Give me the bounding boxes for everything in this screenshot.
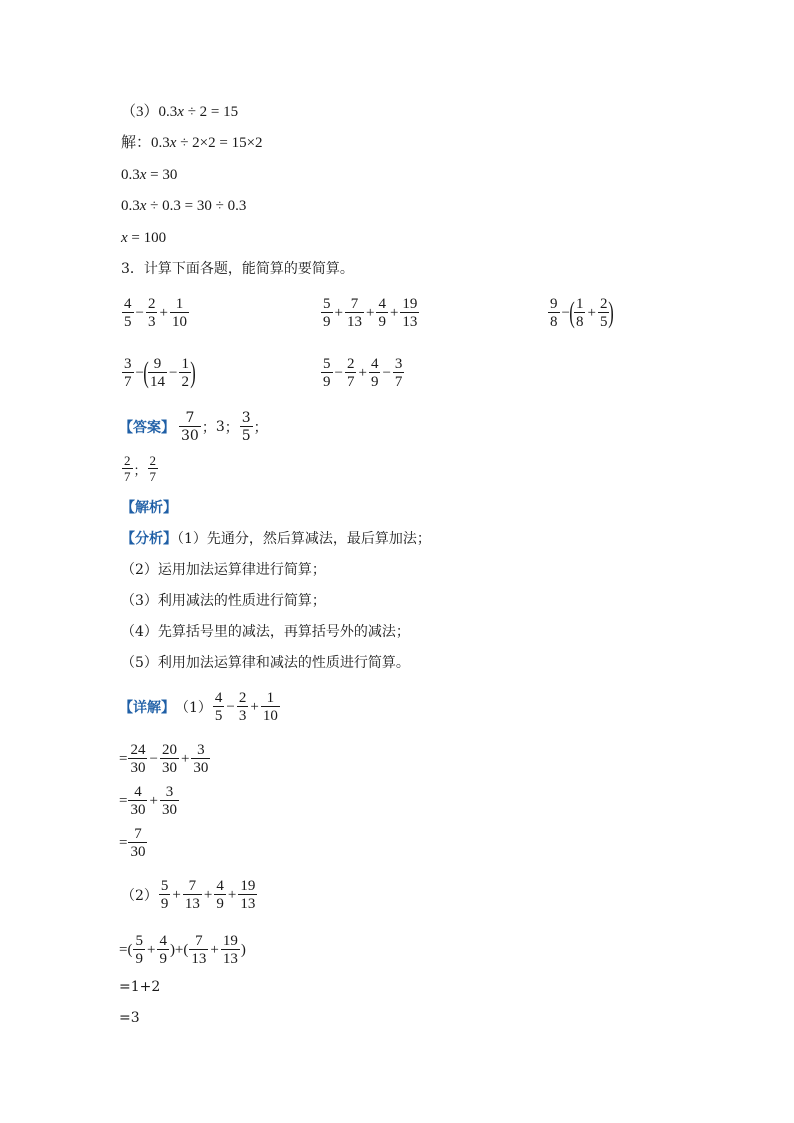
detail-1-step-1: = $\frac{24}{30}$ − $\frac{20}{30}$ + $\frac{3}{30}$ [119,742,209,776]
question-3-title: 3．计算下面各题，能简算的要简算。 [121,261,354,277]
problem-5: 5 9 − $\frac{2}{7}$ + $\frac{4}{9}$ − $\frac{3}{7}$ [323,356,403,390]
problem-2: 5 9 + $\frac{7}{13}$ + $\frac{4}{9}$ + $\frac{19}{13}$ [323,296,418,330]
analysis-item-2: （2）运用加法运算律进行简算； [121,562,326,578]
detail-2-step-1: =( 5 9 + $\frac{4}{9}$ )+( 7 13 + $\frac{19}{13}$ ) [119,933,246,967]
detail-2-step-3: =3 [119,1010,140,1026]
answer-line-2: 2 7 ； 2 7 [124,453,157,484]
part3-equation: （3）0.3x ÷ 2 = 15 [121,104,239,120]
problem-4: 3 7 − ( 9 14 − $\frac{1}{2}$ ) [124,356,196,390]
detail-2-expression: （2） 5 9 + $\frac{7}{13}$ + $\frac{4}{9}$ + $\frac{19}{13}$ [121,878,256,912]
analysis-item-3: （3）利用减法的性质进行简算； [121,593,326,609]
answer-5: 2 7 [149,453,157,484]
analysis-item-5: （5）利用加法运算律和减法的性质进行简算。 [121,655,410,671]
answer-1: 7 30 [181,410,199,444]
part3-step-1: 解：0.3x ÷ 2×2 = 15×2 [121,135,263,151]
analysis-tag: 【解析】 [121,500,177,516]
detail-2-step-2: =1+2 [119,979,161,995]
part3-step-4: x = 100 [121,230,167,246]
answer-tag: 【答案】 [119,420,175,436]
problem-3: 9 8 − ( 1 8 + $\frac{2}{5}$ ) [550,296,615,330]
analysis-item-1: 【分析】（1）先通分，然后算减法，最后算加法； [121,531,431,547]
detail-1-expression: 【详解】 （1） 4 5 − $\frac{2}{3}$ + $\frac{1}{10}$ [119,690,278,724]
answer-4: 2 7 [124,453,131,484]
part3-step-3: 0.3x ÷ 0.3 = 30 ÷ 0.3 [121,198,247,214]
detail-1-step-3: = $\frac{7}{30}$ [119,826,146,860]
problem-1: 4 5 − $\frac{2}{3}$ + $\frac{1}{10}$ [124,296,187,330]
detail-1-step-2: = $\frac{4}{30}$ + $\frac{3}{30}$ [119,784,177,818]
analysis-item-4: （4）先算括号里的减法，再算括号外的减法； [121,624,410,640]
answer-line: 【答案】 7 30 ； 3 ； 3 5 ； [119,410,268,444]
answer-2: 3 [215,419,225,435]
part3-step-2: 0.3x = 30 [121,167,178,183]
answer-3: 3 5 [241,410,251,444]
